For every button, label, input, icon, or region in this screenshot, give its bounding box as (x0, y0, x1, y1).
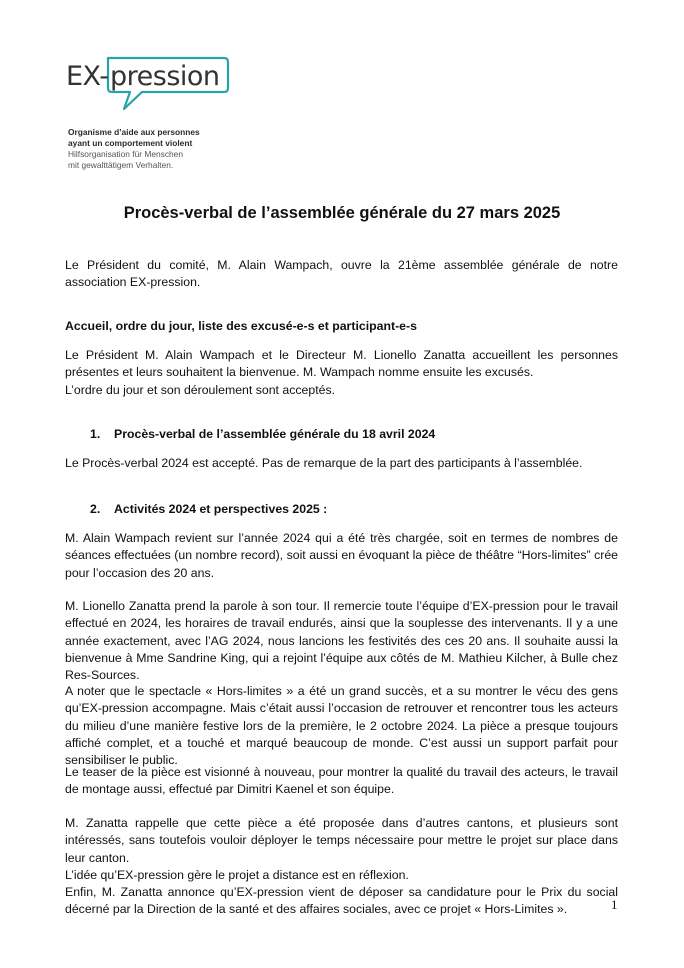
section-2-paragraph-4 (65, 764, 618, 799)
intro-text: Le Président du comité, M. Alain Wampach, ouvre la 21ème assemblée générale de notre association EX-pression. (65, 258, 618, 290)
section-2-title: Activités 2024 et perspectives 2025 : (114, 502, 328, 516)
welcome-paragraph (65, 347, 618, 399)
welcome-heading: Accueil, ordre du jour, liste des excusé-e-s et participant-e-s (65, 319, 417, 333)
logo-tagline (68, 127, 248, 171)
section-2-number: 2. (90, 502, 101, 516)
section-1-text: Le Procès-verbal 2024 est accepté. Pas de remarque de la part des participants à l’assemblée. (65, 456, 583, 470)
document-title: Procès-verbal de l’assemblée générale du 27 mars 2025 (123, 204, 561, 222)
paragraph-text: M. Alain Wampach revient sur l’année 2024 qui a été très chargée, soit en termes de nombres de séances effectuées (un nombre record), soit aussi en évoquant la pièce de théâtre “Hors-limites” crée pour l’occasion des 20 ans. (65, 531, 618, 580)
organization-logo (64, 55, 244, 185)
logo-tagline-fr-1: Organisme d’aide aux personnes (68, 127, 200, 137)
section-1-paragraph (65, 455, 618, 472)
section-1-heading (90, 427, 435, 441)
paragraph-text: M. Zanatta rappelle que cette pièce a été proposée dans d’autres cantons, et plusieurs sont intéressés, sans toutefois vouloir déployer le temps nécessaire pour mettre le projet sur place dans leur canton. (65, 816, 618, 865)
page-number: 1 (611, 897, 618, 912)
paragraph-text: M. Lionello Zanatta prend la parole à son tour. Il remercie toute l’équipe d’EX-pression pour le travail effectué en 2024, les horaires de travail endurés, ainsi que la souplesse des intervenants. Il y a une année exactement, avec l’AG 2024, nous lancions les festivités des ces 20 ans. Il souhaite aussi la bienvenue à Mme Sandrine King, qui a rejoint l’équipe aux côtés de M. Mathieu Kilcher, à Bulle chez Res-Sources. (65, 599, 618, 683)
section-2-heading (90, 502, 327, 516)
section-2-paragraph-5 (65, 815, 618, 919)
paragraph-text: A noter que le spectacle « Hors-limites » a été un grand succès, et a su montrer le vécu des gens qu’EX-pression accompagne. Mais c’était aussi l’occasion de retrouver et rencontrer tous les acteurs du milieu d’une manière festive lors de la première, le 2 octobre 2024. La pièce a presque toujours affiché complet, et a touché et marqué beaucoup de monde. C’est aussi un support parfait pour sensibiliser le public. (65, 684, 618, 768)
logo-tagline-de-2: mit gewalttätigem Verhalten. (68, 160, 174, 170)
section-2-paragraph-2 (65, 598, 618, 684)
intro-paragraph (65, 257, 618, 292)
section-1-number: 1. (90, 427, 101, 441)
welcome-text-1: Le Président M. Alain Wampach et le Directeur M. Lionello Zanatta accueillent les personnes présentes et leurs souhaitent la bienvenue. M. Wampach nomme ensuite les excusés. (65, 348, 618, 380)
paragraph-text: Le teaser de la pièce est visionné à nouveau, pour montrer la qualité du travail des acteurs, le travail de montage aussi, effectué par Dimitri Kaenel et son équipe. (65, 765, 618, 797)
section-2-paragraph-3 (65, 683, 618, 769)
section-1-title: Procès-verbal de l’assemblée générale du 18 avril 2024 (114, 427, 436, 441)
logo-brand-ex: EX- (66, 61, 109, 92)
paragraph-text: L’idée qu’EX-pression gère le projet a distance est en réflexion. (65, 867, 409, 882)
logo-tagline-fr-2: ayant un comportement violent (68, 138, 193, 148)
section-2-paragraph-1 (65, 530, 618, 582)
paragraph-text: Enfin, M. Zanatta annonce qu’EX-pression vient de déposer sa candidature pour le Prix du social décerné par la Direction de la santé et des affaires sociales, avec ce projet « Hors-Limites ». (65, 885, 618, 917)
logo-brand-pression: pression (110, 61, 220, 92)
logo-tagline-de-1: Hilfsorganisation für Menschen (68, 149, 183, 159)
welcome-text-2: L’ordre du jour et son déroulement sont acceptés. (65, 382, 336, 397)
